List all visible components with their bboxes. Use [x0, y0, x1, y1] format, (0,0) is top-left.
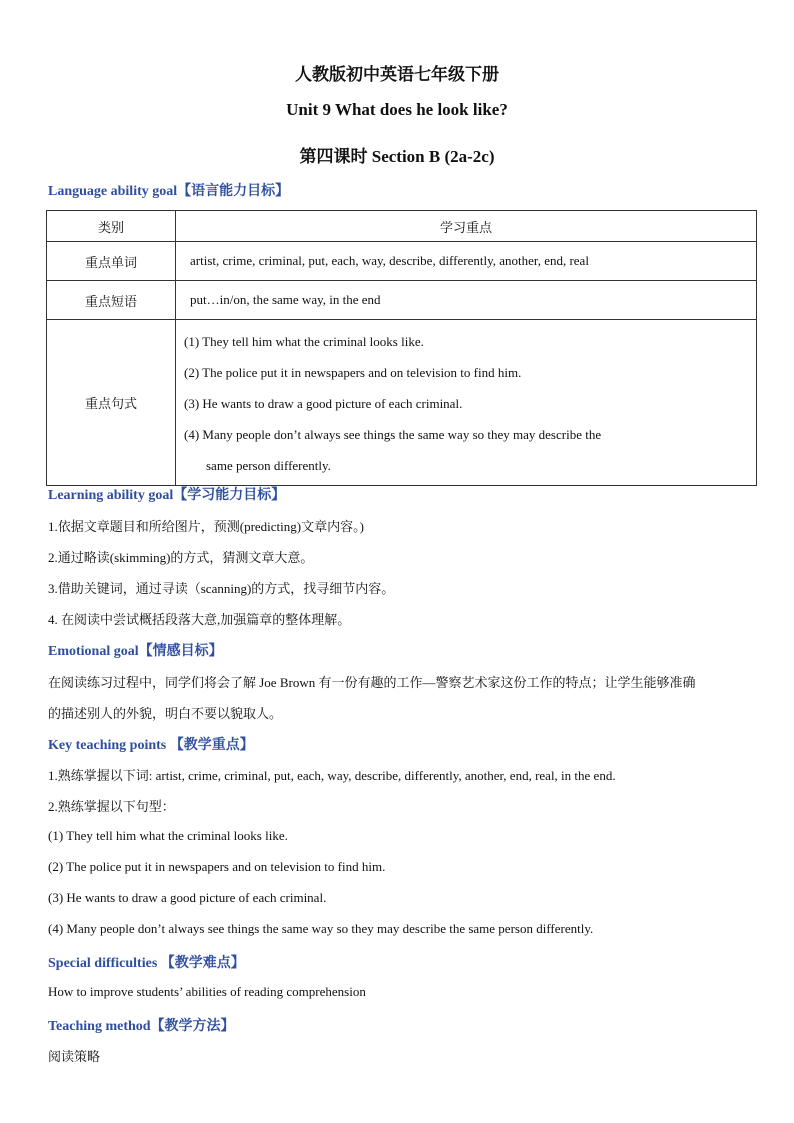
table-header-category: 类别 [47, 211, 176, 242]
language-goal-heading: Language ability goal【语言能力目标】 [48, 184, 290, 199]
key-points-line: 1.熟练掌握以下词: artist, crime, criminal, put, each, way, describe, differently, another, end, real, in the end. [48, 768, 616, 783]
emotional-goal-text: 的描述别人的外貌，明白不要以貌取人。 [48, 706, 283, 721]
key-points-line: (4) Many people don’t always see things the same way so they may describe the same person differently. [48, 921, 594, 936]
table-header-focus: 学习重点 [176, 211, 757, 242]
emotional-goal-heading: Emotional goal【情感目标】 [48, 644, 223, 659]
learning-goal-heading: Learning ability goal【学习能力目标】 [48, 488, 286, 503]
key-content-table [46, 210, 757, 486]
table-row-category: 重点短语 [47, 281, 176, 320]
sentence-item: (2) The police put it in newspapers and on television to find him. [184, 365, 522, 380]
table-row [47, 320, 757, 486]
key-points-line: (3) He wants to draw a good picture of each criminal. [48, 890, 327, 905]
emotional-goal-text: 在阅读练习过程中，同学们将会了解 Joe Brown 有一份有趣的工作—警察艺术家这份工作的特点；让学生能够准确 [48, 675, 696, 690]
sentence-item: (1) They tell him what the criminal looks like. [184, 334, 424, 349]
key-points-line: 2.熟练掌握以下句型： [48, 799, 175, 814]
learning-goal-item: 2.通过略读(skimming)的方式，猜测文章大意。 [48, 550, 314, 565]
key-points-heading: Key teaching points 【教学重点】 [48, 738, 254, 753]
table-row [47, 242, 757, 281]
key-points-line: (2) The police put it in newspapers and on television to find him. [48, 859, 386, 874]
unit-title: Unit 9 What does he look like? [286, 100, 508, 119]
sentence-list [176, 320, 756, 485]
sentence-item: (3) He wants to draw a good picture of each criminal. [184, 396, 463, 411]
difficulties-text: How to improve students’ abilities of reading comprehension [48, 984, 366, 999]
sentence-item: same person differently. [206, 458, 331, 473]
table-header-row [47, 211, 757, 242]
key-words-text: artist, crime, criminal, put, each, way, describe, differently, another, end, real [190, 253, 589, 268]
table-row-content [176, 281, 757, 320]
table-row-category: 重点单词 [47, 242, 176, 281]
table-row-category: 重点句式 [47, 320, 176, 486]
teaching-method-text: 阅读策略 [48, 1049, 101, 1064]
key-phrases-text: put…in/on, the same way, in the end [190, 292, 381, 307]
document-title: 人教版初中英语七年级下册 [295, 65, 499, 85]
table-row-content [176, 242, 757, 281]
teaching-method-heading: Teaching method【教学方法】 [48, 1019, 235, 1034]
table-row-content [176, 320, 757, 486]
difficulties-heading: Special difficulties 【教学难点】 [48, 956, 245, 971]
learning-goal-item: 4. 在阅读中尝试概括段落大意,加强篇章的整体理解。 [48, 612, 351, 627]
key-points-line: (1) They tell him what the criminal looks like. [48, 828, 288, 843]
learning-goal-item: 1.依据文章题目和所给图片，预测(predicting)文章内容。) [48, 519, 364, 534]
table-row [47, 281, 757, 320]
lesson-title: 第四课时 Section B (2a-2c) [299, 147, 495, 166]
learning-goal-item: 3.借助关键词，通过寻读（scanning)的方式，找寻细节内容。 [48, 581, 395, 596]
sentence-item: (4) Many people don’t always see things the same way so they may describe the [184, 427, 602, 442]
